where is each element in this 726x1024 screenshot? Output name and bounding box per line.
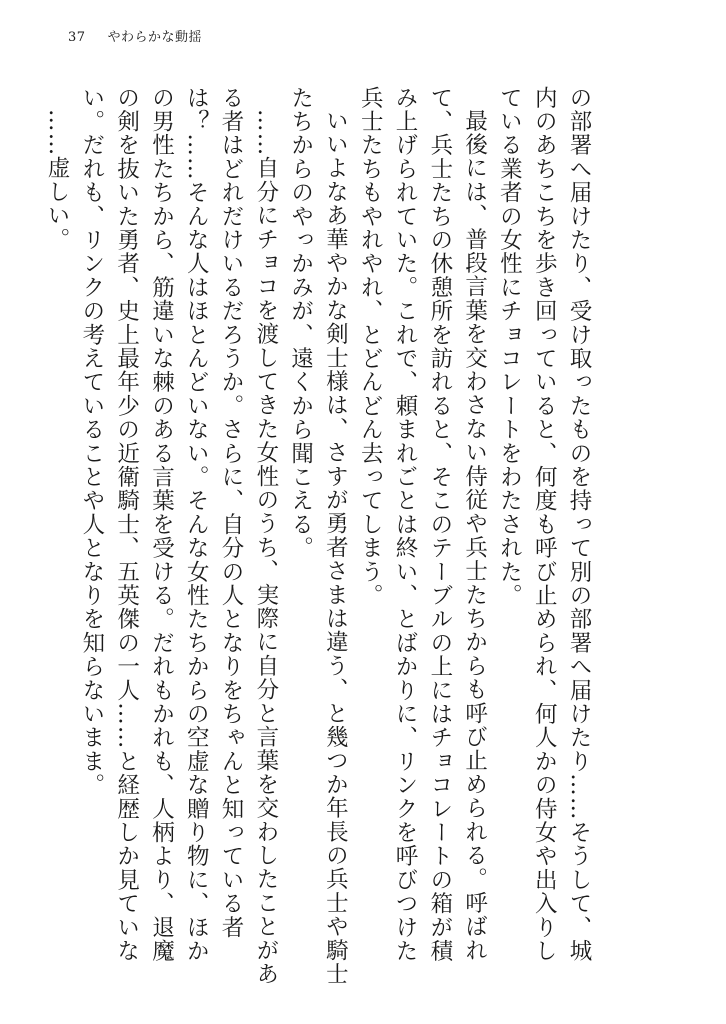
paragraph-1: の部署へ届けたり、受け取ったものを持って別の部署へ届けたり……そうして、城内のあちこちを歩き回っていると、何度も呼び止められ、何人かの侍女や出入りしている業者の女性にチョコレートをわたされた。 xyxy=(496,86,592,963)
paragraph-2: 最後には、普段言葉を交わさない侍従や兵士たちからも呼び止められる。呼ばれて、兵士たちの休憩所を訪れると、そこのテーブルの上にはチョコレートの箱が積み上げられていた。これで、頼まれごとは終い、とばかりに、リンクを呼びつけた兵士たちもやれやれ、とどんどん去ってしまう。 xyxy=(357,86,488,963)
body-text xyxy=(39,86,596,986)
chapter-title: やわらかな動揺 xyxy=(107,30,203,45)
paragraph-3: いいよなあ華やかな剣士様は、さすが勇者さまは違う、と幾つか年長の兵士や騎士たちからのやっかみが、遠くから聞こえる。 xyxy=(287,86,349,986)
paragraph-4: ……自分にチョコを渡してきた女性のうち、実際に自分と言葉を交わしたことがある者はどれだけいるだろうか。さらに、自分の人となりをちゃんと知っている者は？……そんな人はほとんどいない。そんな女性たちからの空虚な贈り物に、ほかの男性たちから、筋違いな棘のある言葉を受ける。だれもかれも、人柄より、退魔の剣を抜いた勇者、史上最年少の近衛騎士、五英傑の一人……と経歴しか見ていない。だれも、リンクの考えていることや人となりを知らないまま。 xyxy=(78,86,279,986)
running-head xyxy=(68,26,202,45)
page-number: 37 xyxy=(68,30,86,45)
paragraph-5: ……虚しい。 xyxy=(44,108,71,251)
